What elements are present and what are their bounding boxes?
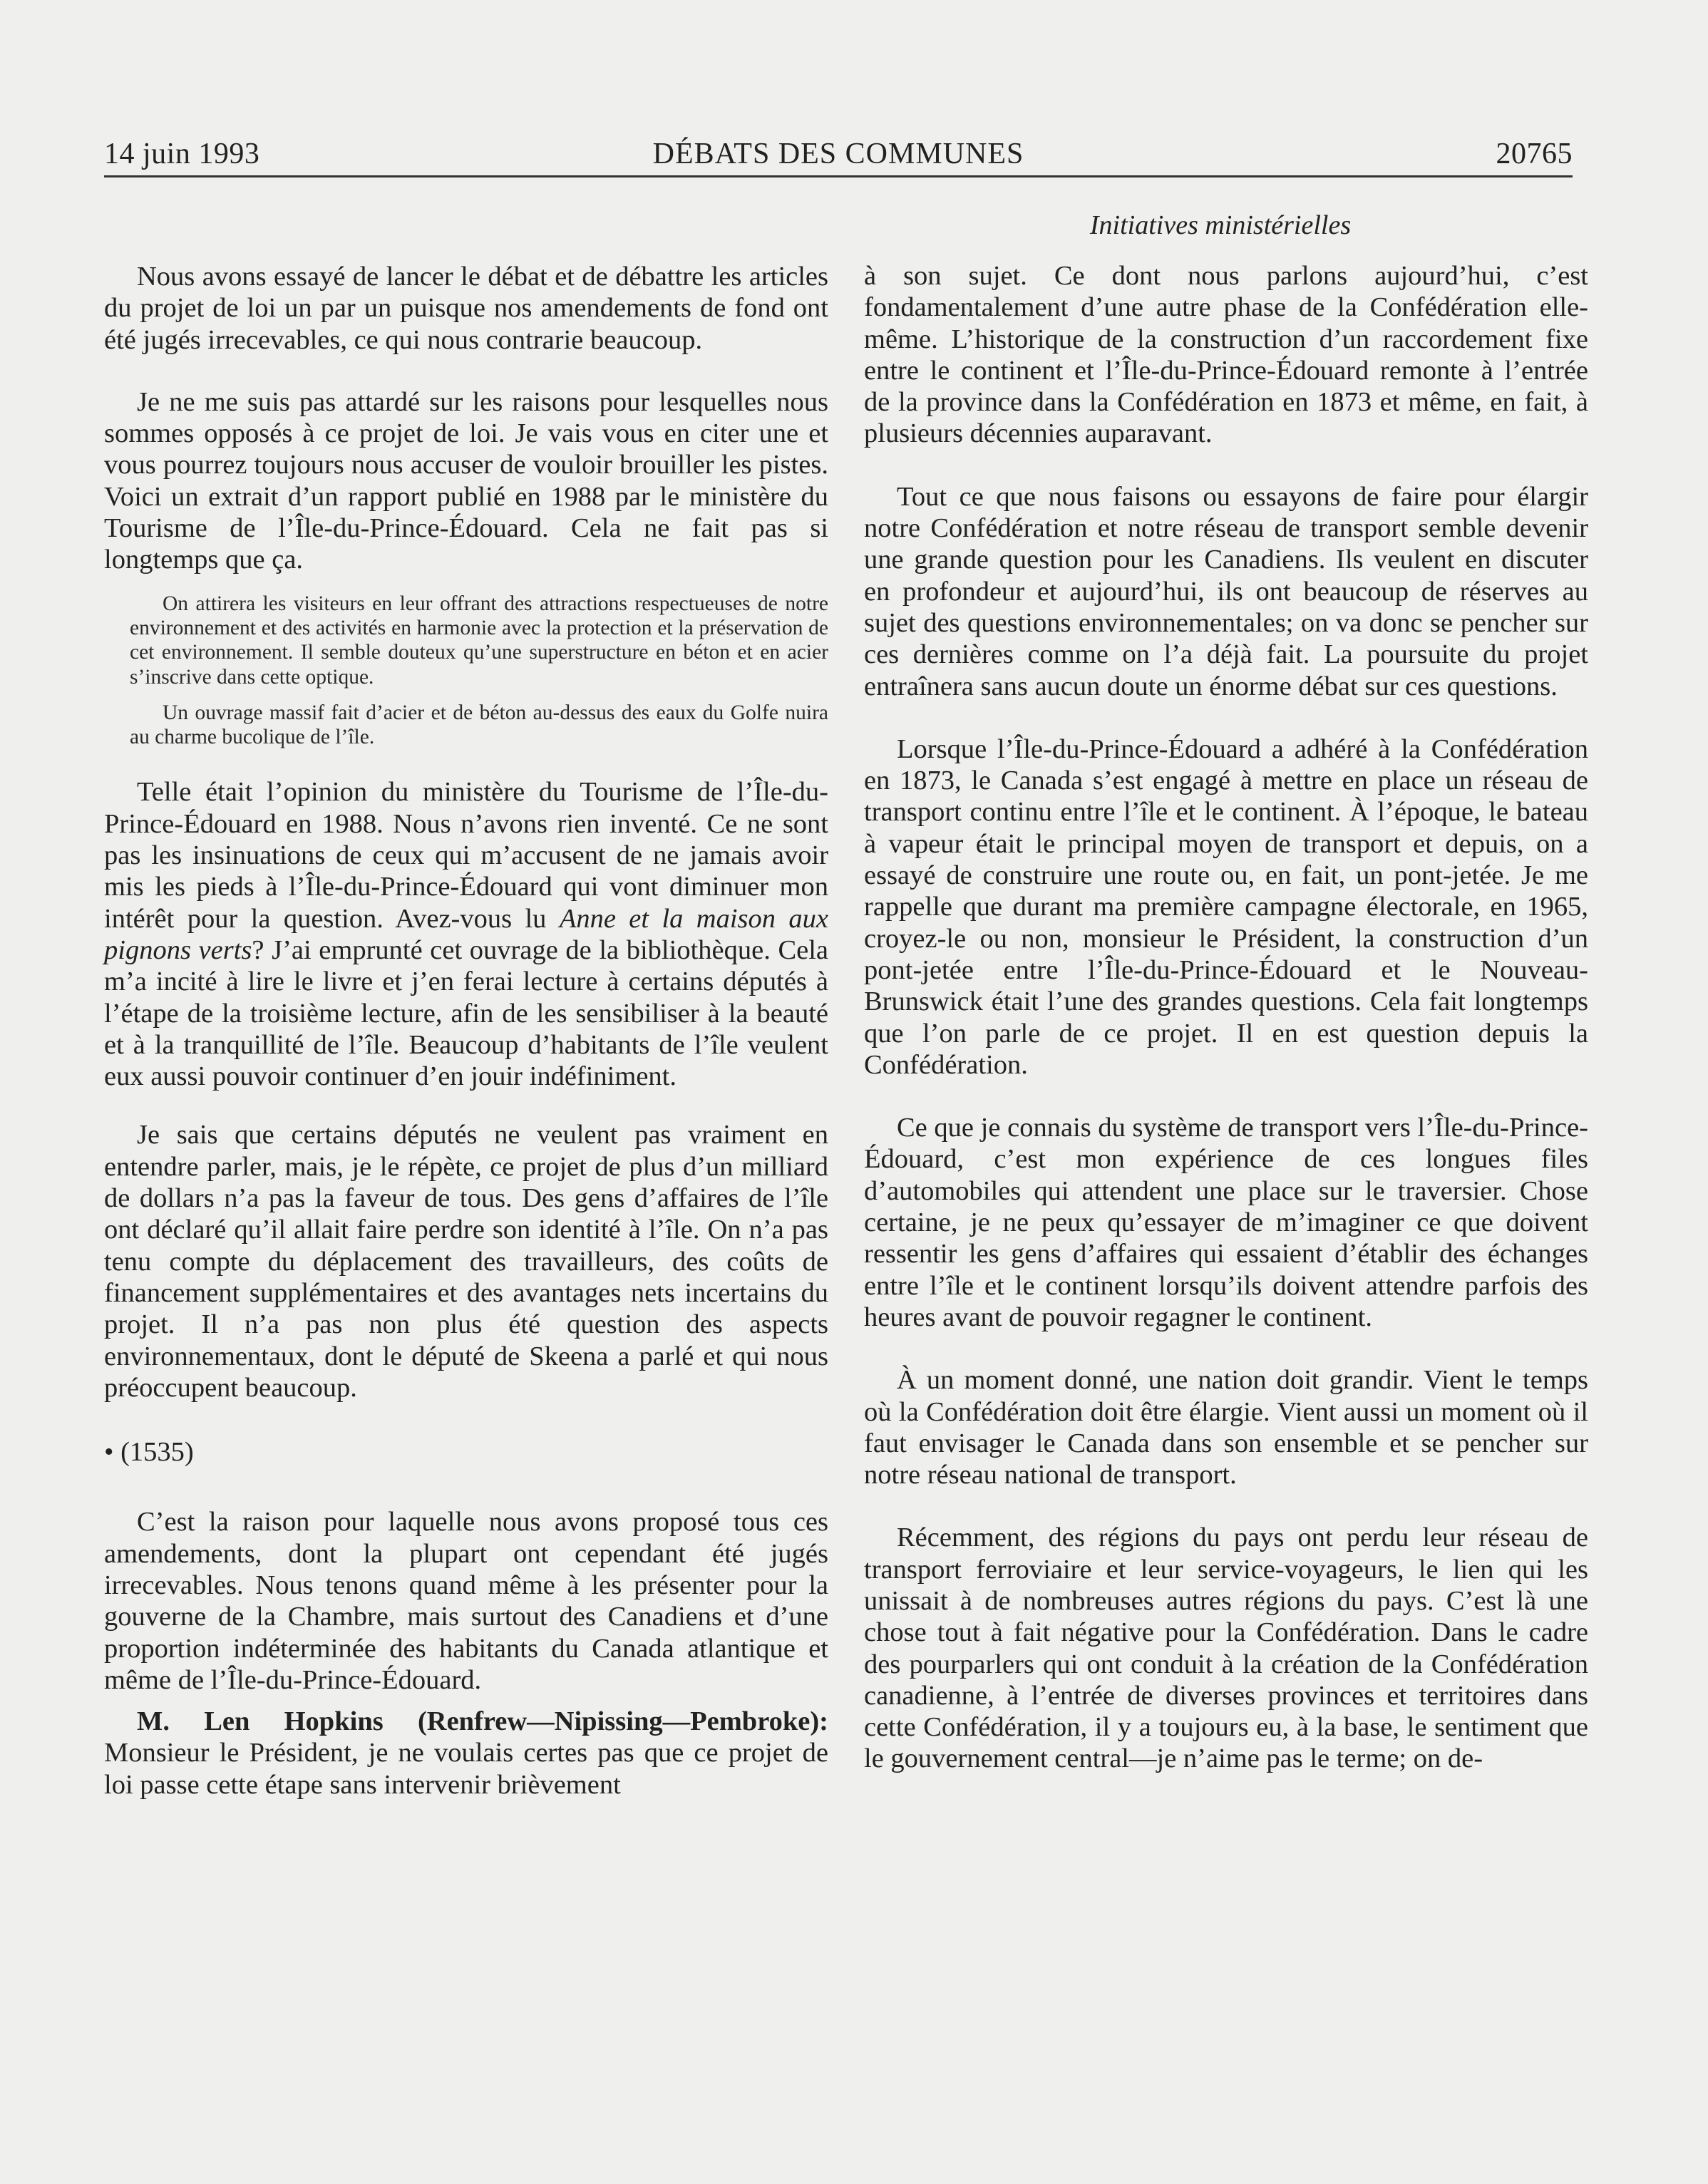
header-title: DÉBATS DES COMMUNES — [652, 138, 1024, 170]
paragraph — [104, 776, 828, 1092]
page-header — [104, 134, 1573, 174]
block-quote: Un ouvrage massif fait d’acier et de béton au-dessus des eaux du Golfe nuira au charme bucolique de l’île. — [130, 701, 828, 749]
paragraph-text: Monsieur le Président, je ne voulais certes pas que ce projet de loi passe cette étape sans intervenir brièvement — [104, 1738, 828, 1800]
paragraph — [104, 1706, 828, 1801]
paragraph: Nous avons essayé de lancer le débat et de débattre les articles du projet de loi un par un puisque nos amendements de fond ont été jugés irrecevables, ce qui nous contrarie beaucoup. — [104, 262, 828, 355]
paragraph: Je sais que certains députés ne veulent pas vraiment en entendre parler, mais, je le répète, ce projet de plus d’un milliard de dollars n’a pas la faveur de tous. Des gens d’affaires de l’île ont déclaré qu’il allait faire perdre son identité à l’île. On n’a pas tenu compte du déplacement des travailleurs, des coûts de financement supplémentaires et des avantages nets incertains du projet. Il n’a pas non plus été question des aspects environnementaux, dont le député de Skeena a parlé et qui nous préoccupent beaucoup. — [104, 1120, 828, 1403]
header-date: 14 juin 1993 — [104, 138, 260, 170]
paragraph: Ce que je connais du système de transport vers l’Île-du-Prince-Édouard, c’est mon expérience de ces longues files d’automobiles qui attendent une place sur le traversier. Chose certaine, je ne peux qu’essayer de m’imaginer ce que doivent ressentir les gens d’affaires qui essaient d’établir des échanges entre l’île et le continent lorsqu’ils doivent attendre parfois des heures avant de pouvoir regagner le continent. — [864, 1113, 1588, 1332]
paragraph: Tout ce que nous faisons ou essayons de faire pour élargir notre Confédération et notre réseau de transport semble devenir une grande question pour les Canadiens. Ils veulent en discuter en profondeur et aujourd’hui, ils ont beaucoup de réserves au sujet des questions environnementales; on va donc se pencher sur ces dernières comme on l’a déjà fait. La poursuite du projet entraînera sans aucun doute un énorme débat sur ces questions. — [864, 481, 1588, 701]
time-marker: • (1535) — [104, 1437, 194, 1468]
paragraph: Lorsque l’Île-du-Prince-Édouard a adhéré à la Confédération en 1873, le Canada s’est engagé à mettre en place un réseau de transport continu entre l’île et le continent. À l’époque, le bateau à vapeur était le principal moyen de transport et depuis, on a essayé de construire une route ou, en fait, un pont-jetée. Je me rappelle que durant ma première campagne électorale, en 1965, croyez-le ou non, monsieur le Président, la construction d’un pont-jetée entre l’Île-du-Prince-Édouard et le Nouveau-Brunswick était l’une des grandes questions. Cela fait longtemps que l’on parle de ce projet. Il en est question depuis la Confédération. — [864, 733, 1588, 1080]
paragraph: C’est la raison pour laquelle nous avons proposé tous ces amendements, dont la plupart ont cependant été jugés irrecevables. Nous tenons quand même à les présenter pour la gouverne de la Chambre, mais surtout des Canadiens et d’une proportion indéterminée des habitants du Canada atlantique et même de l’Île-du-Prince-Édouard. — [104, 1507, 828, 1695]
paragraph: À un moment donné, une nation doit grandir. Vient le temps où la Confédération doit être élargie. Vient aussi un moment où il faut envisager le Canada dans son ensemble et se pencher sur notre réseau national de transport. — [864, 1365, 1588, 1490]
right-column — [864, 260, 1588, 1775]
paragraph: Récemment, des régions du pays ont perdu leur réseau de transport ferroviaire et leur service-voyageurs, le lien qui les unissait à de nombreuses autres régions du pays. C’est là une chose tout à fait négative pour la Confédération. Dans le cadre des pourparlers qui ont conduit à la création de la Confédération canadienne, à l’entrée de diverses provinces et territoires dans cette Confédération, il y a toujours eu, à la base, le sentiment que le gouvernement central—je n’aime pas le terme; on de- — [864, 1523, 1588, 1774]
running-head: Initiatives ministérielles — [1089, 210, 1352, 240]
paragraph: à son sujet. Ce dont nous parlons aujourd’hui, c’est fondamentalement d’une autre phase de la Confédération elle-même. L’historique de la construction d’un raccordement fixe entre le continent et l’Île-du-Prince-Édouard remonte à l’entrée de la province dans la Confédération en 1873 et même, en fait, à plusieurs décennies auparavant. — [864, 261, 1588, 449]
left-column — [104, 261, 828, 1801]
paragraph: Je ne me suis pas attardé sur les raisons pour lesquelles nous sommes opposés à ce projet de loi. Je vais vous en citer une et vous pourrez toujours nous accuser de vouloir brouiller les pistes. Voici un extrait d’un rapport publié en 1988 par le ministère du Tourisme de l’Île-du-Prince-Édouard. Cela ne fait pas si longtemps que ça. — [104, 386, 828, 575]
paragraph-text: ? J’ai emprunté cet ouvrage de la bibliothèque. Cela m’a incité à lire le livre et j’en ferai lecture à certains députés à l’étape de la troisième lecture, afin de les sensibiliser à la beauté et à la tranquillité de l’île. Beaucoup d’habitants de l’île veulent eux aussi pouvoir continuer d’en jouir indéfiniment. — [104, 934, 828, 1092]
header-rule — [104, 175, 1573, 177]
block-quote: On attirera les visiteurs en leur offrant des attractions respectueuses de notre environnement et des activités en harmonie avec la protection et la préservation de cet environnement. Il semble douteux qu’une superstructure en béton et en acier s’inscrive dans cette optique. — [130, 592, 828, 689]
book-title: Anne et la maison aux pignons verts — [104, 903, 828, 965]
speaker-name: M. Len Hopkins (Renfrew—Nipissing—Pembroke): — [137, 1706, 828, 1737]
header-page-number: 20765 — [1496, 138, 1573, 170]
paragraph-text: Telle était l’opinion du ministère du Tourisme de l’Île-du-Prince-Édouard en 1988. Nous n’avons rien inventé. Ce ne sont pas les insinuations de ceux qui m’accusent de ne jamais avoir mis les pieds à l’Île-du-Prince-Édouard qui vont diminuer mon intérêt pour la question. Avez-vous lu — [104, 777, 828, 934]
